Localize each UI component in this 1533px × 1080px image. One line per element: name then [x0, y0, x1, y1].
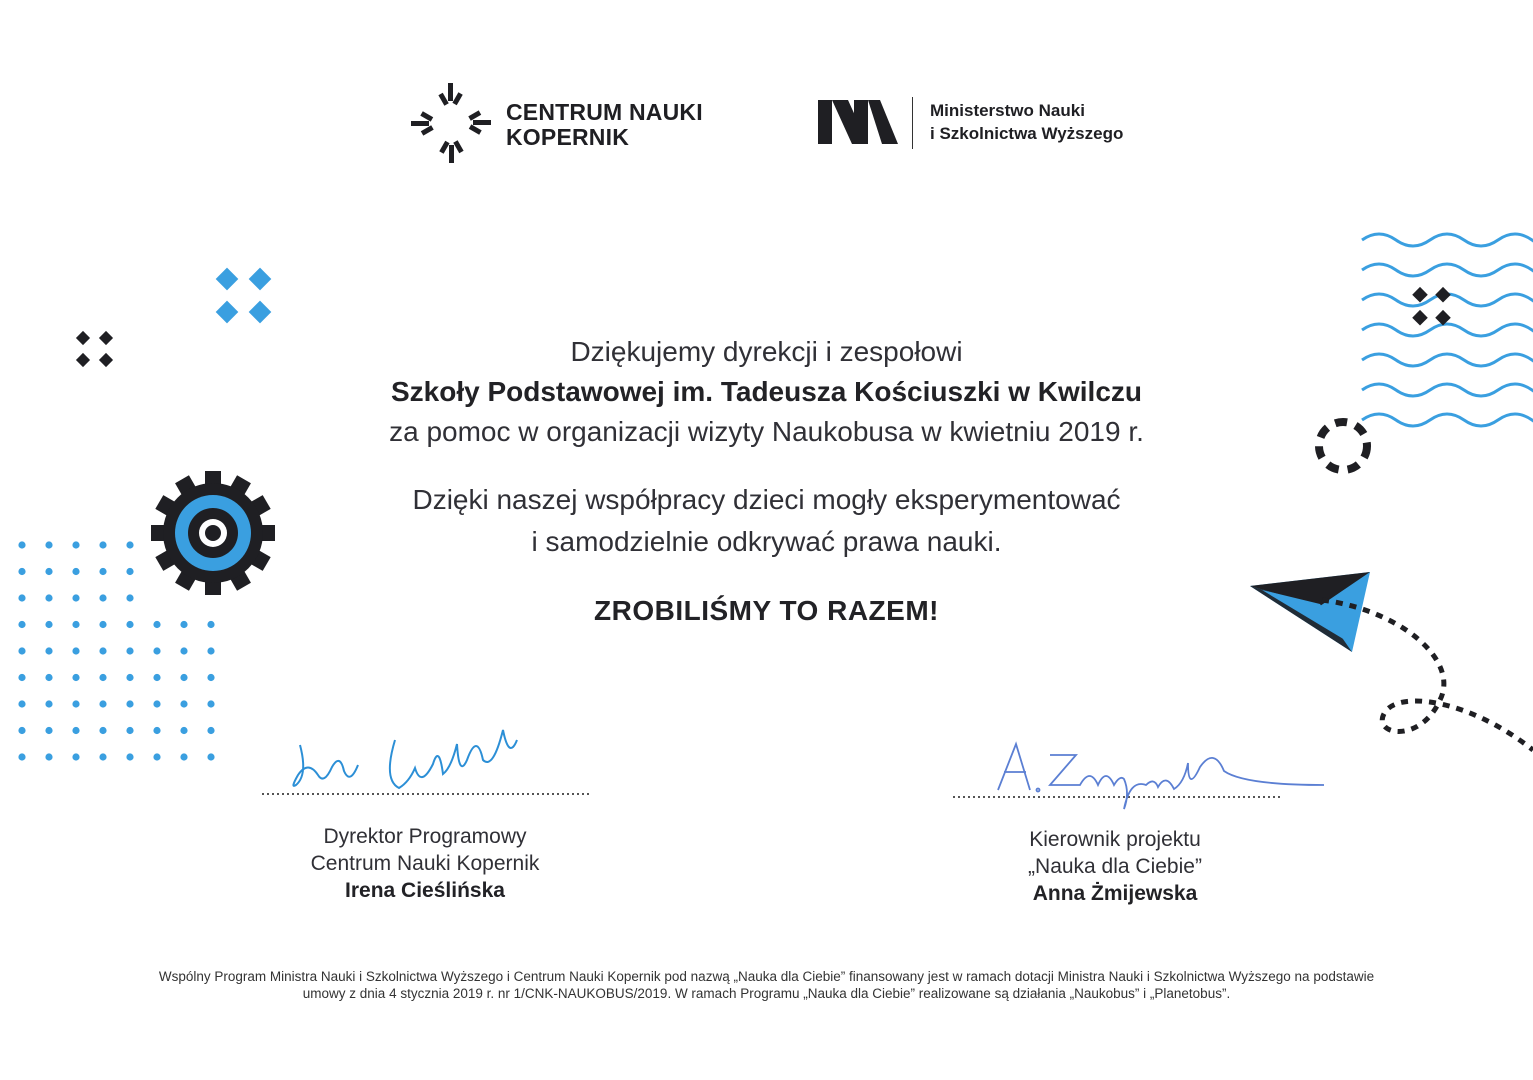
signer-name: Anna Żmijewska: [1032, 882, 1198, 905]
ministry-logo-line1: Ministerstwo Nauki: [930, 101, 1085, 120]
slogan-heading: ZROBILIŚMY TO RAZEM!: [594, 595, 939, 626]
signer-org: „Nauka dla Ciebie”: [1028, 855, 1202, 878]
cnk-logo-line2: KOPERNIK: [506, 124, 630, 150]
blue-diamonds-icon: [216, 268, 272, 324]
thanks-reason: za pomoc w organizacji wizyty Naukobusa w kwietniu 2019 r.: [389, 416, 1144, 447]
signature-block-right: [950, 826, 1280, 907]
signature-right-image: [998, 744, 1324, 809]
school-name: Szkoły Podstawowej im. Tadeusza Kościuszki w Kwilczu: [390, 376, 1142, 407]
cnk-logo-line1: CENTRUM NAUKI: [506, 99, 703, 125]
cooperation-line2: i samodzielnie odkrywać prawa nauki.: [531, 526, 1002, 557]
ministry-logo-line2: i Szkolnictwa Wyższego: [930, 124, 1124, 143]
footer-note: [80, 968, 1453, 1002]
footer-line1: Wspólny Program Ministra Nauki i Szkolnictwa Wyższego i Centrum Nauki Kopernik pod nazwą „Nauka dla Ciebie” finansowany jest w ramach dotacji Ministra Nauki i Szkolnictwa Wyższego na podstawie: [158, 969, 1375, 984]
signer-org: Centrum Nauki Kopernik: [310, 852, 540, 875]
signature-block-left: [260, 823, 590, 904]
thanks-line: Dziękujemy dyrekcji i zespołowi: [570, 336, 963, 367]
cooperation-line1: Dzięki naszej współpracy dzieci mogły eksperymentować: [412, 484, 1121, 515]
signature-left-image: [293, 730, 517, 788]
footer-line2: umowy z dnia 4 stycznia 2019 r. nr 1/CNK-NAUKOBUS/2019. W ramach Programu „Nauka dla Ciebie” realizowane są działania „Naukobus” i „Planetobus”.: [302, 986, 1231, 1001]
signer-name: Irena Cieślińska: [345, 879, 505, 902]
signer-role: Kierownik projektu: [1029, 828, 1201, 851]
signer-role: Dyrektor Programowy: [323, 825, 527, 848]
